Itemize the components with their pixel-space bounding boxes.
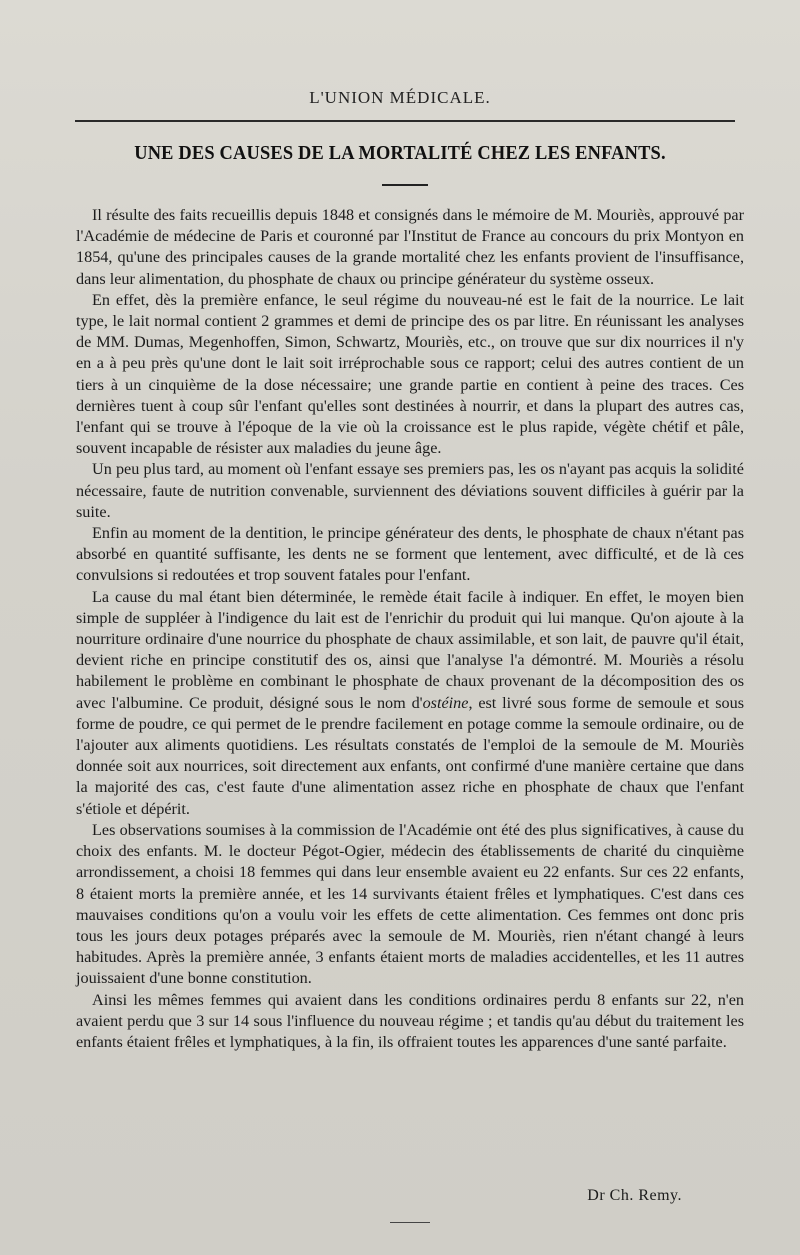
running-head: L'UNION MÉDICALE. bbox=[309, 88, 491, 107]
author-signature: Dr Ch. Remy. bbox=[587, 1187, 682, 1204]
title-divider bbox=[382, 184, 428, 186]
paragraph: Un peu plus tard, au moment où l'enfant essaye ses premiers pas, les os n'ayant pas acquis la solidité nécessaire, faute de nutrition convenable, surviennent des déviations souvent difficiles à guérir par la suite. bbox=[76, 460, 744, 521]
paragraph: La cause du mal étant bien déterminée, le remède était facile à indiquer. En effet, le moyen bien simple de suppléer à l'indigence du lait est de l'enrichir du produit qui lui manque. Qu'on ajoute à la nourriture ordinaire d'une nourrice du phosphate de chaux assimilable, et son lait, de pauvre qu'il était, devient riche en principe constitutif des os, ainsi que l'analyse l'a démontré. M. Mouriès a résolu habilement le problème en combinant le phosphate de chaux provenant de la décomposition des os avec l'albumine. Ce produit, désigné sous le nom d'ostéine, est livré sous forme de semoule et sous forme de poudre, ce qui permet de le prendre facilement en potage comme la semoule ordinaire, ou de l'ajouter aux aliments quotidiens. Les résultats constatés de l'emploi de la semoule de M. Mouriès donnée soit aux nourrices, soit directement aux enfants, ont confirmé d'une manière certaine que dans la majorité des cas, c'est faute d'une alimentation assez riche en phosphate de chaux que l'enfant s'étiole et dépérit. bbox=[76, 587, 744, 818]
header-rule bbox=[75, 120, 735, 122]
bleed-through-text bbox=[58, 70, 758, 86]
article-body bbox=[76, 205, 744, 1053]
product-name-italic: ostéine bbox=[422, 693, 469, 712]
paragraph: Ainsi les mêmes femmes qui avaient dans les conditions ordinaires perdu 8 enfants sur 22, n'en avaient perdu que 3 sur 14 sous l'influence du nouveau régime ; et tandis qu'au début du traitement les enfants étaient frêles et lymphatiques, à la fin, ils offraient toutes les apparences d'une santé parfaite. bbox=[76, 990, 744, 1051]
article-title: UNE DES CAUSES DE LA MORTALITÉ CHEZ LES ENFANTS. bbox=[134, 142, 666, 164]
paragraph: Enfin au moment de la dentition, le principe générateur des dents, le phosphate de chaux n'étant pas absorbé en quantité suffisante, les dents ne se forment que lentement, avec difficulté, et de là ces convulsions si redoutées et trop souvent fatales pour l'enfant. bbox=[76, 524, 744, 585]
paragraph: Les observations soumises à la commission de l'Académie ont été des plus significatives, à cause du choix des enfants. M. le docteur Pégot-Ogier, médecin des établissements de charité du cinquième arrondissement, a choisi 18 femmes qui dans leur ensemble avaient eu 22 enfants. Sur ces 22 enfants, 8 étaient morts la première année, et les 14 survivants étaient frêles et lymphatiques. C'est dans ces mauvaises conditions qu'on a voulu voir les effets de cette alimentation. Ces femmes ont donc pris tous les jours deux potages préparés avec la semoule de M. Mouriès, rien n'étant changé à leurs habitudes. Après la première année, 3 enfants étaient morts de maladies accidentelles, et les 11 autres jouissaient d'une bonne constitution. bbox=[76, 820, 744, 988]
footer-rule bbox=[390, 1222, 430, 1223]
paragraph: En effet, dès la première enfance, le seul régime du nouveau-né est le fait de la nourrice. Le lait type, le lait normal contient 2 grammes et demi de principe des os par litre. En réunissant les analyses de MM. Dumas, Megenhoffen, Simon, Schwartz, Mouriès, etc., on trouve que sur dix nourrices il n'y en a à peu près qu'une dont le lait soit irréprochable sous ce rapport; celui des autres contient de un tiers à un cinquième de la dose nécessaire; une grande partie en contient à peine des traces. Ces dernières tuent à coup sûr l'enfant qu'elles sont destinées à nourrir, et dans la plupart des autres cas, l'enfant qui se trouve à l'époque de la vie où la croissance est le plus rapide, végète chétif et pâle, souvent incapable de résister aux maladies du jeune âge. bbox=[76, 290, 744, 458]
paragraph: Il résulte des faits recueillis depuis 1848 et consignés dans le mémoire de M. Mouriès, approuvé par l'Académie de médecine de Paris et couronné par l'Institut de France au concours du prix Montyon en 1854, qu'une des principales causes de la grande mortalité chez les enfants provient de l'insuffisance, dans leur alimentation, du phosphate de chaux ou principe générateur du système osseux. bbox=[76, 206, 744, 288]
